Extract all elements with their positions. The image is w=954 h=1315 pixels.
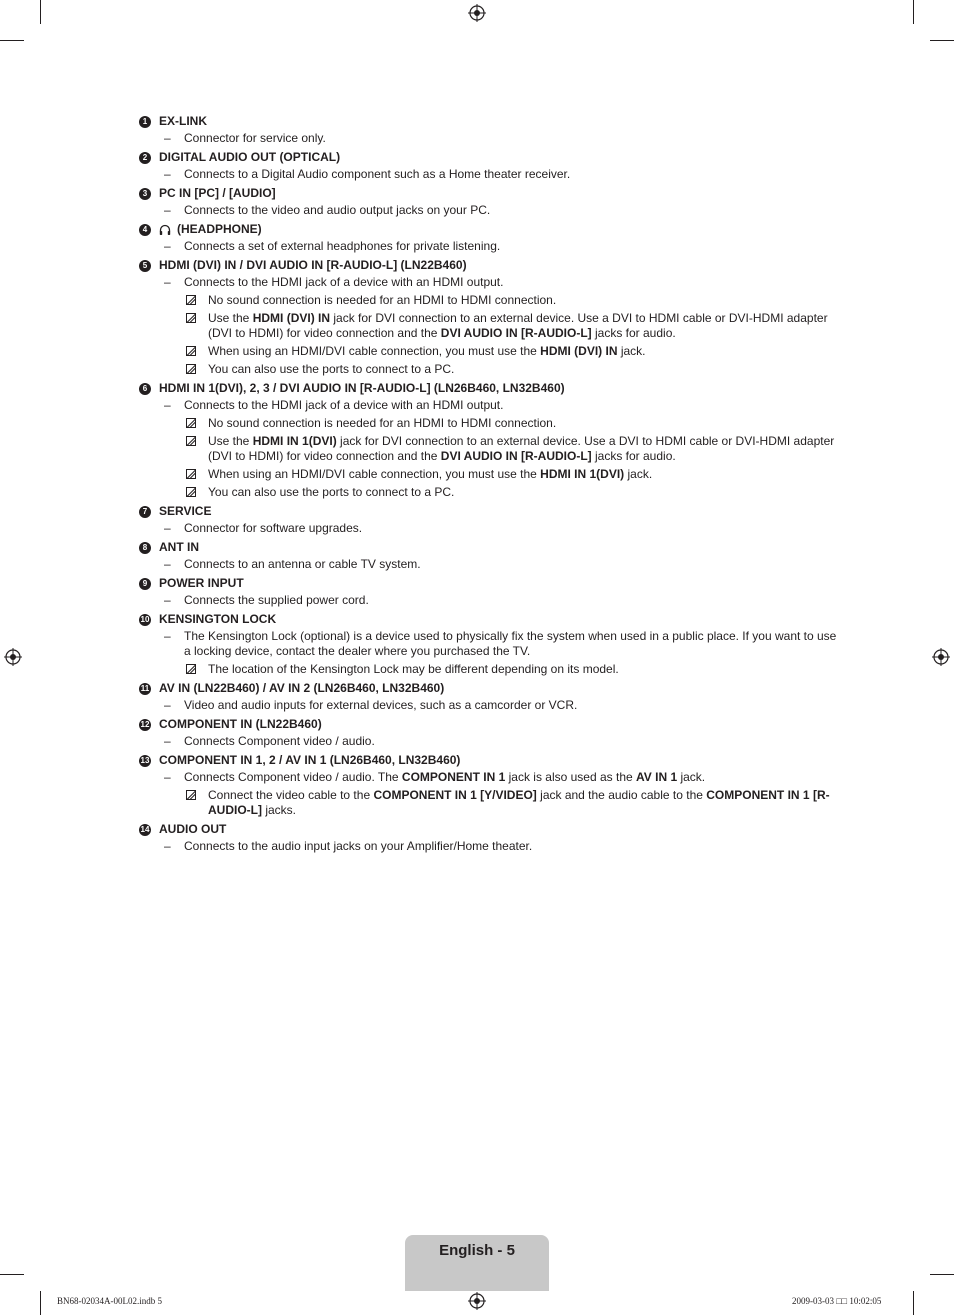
bold-text: HDMI (DVI) IN [540,344,618,358]
item-number-badge: 1 [139,116,151,128]
dash-bullet: – [164,131,171,145]
connector-title: PC IN [PC] / [AUDIO] [159,186,276,200]
connector-item [139,717,839,749]
text-run: Connects Component video / audio. The [184,770,402,784]
connector-title: AUDIO OUT [159,822,227,836]
file-slug: BN68-02034A-00L02.indb 5 [57,1296,162,1306]
note [139,416,839,431]
connector-heading [139,681,839,696]
connector-heading [139,222,839,237]
text-run: Connects to the HDMI jack of a device with an HDMI output. [184,398,504,412]
bold-text: COMPONENT IN 1 [R-AUDIO-L] [208,788,830,817]
text-run: jack is also used as the [505,770,636,784]
note-icon [186,346,196,356]
text-run: Connects the supplied power cord. [184,593,369,607]
registration-mark-icon [932,648,950,666]
dash-bullet: – [164,770,171,784]
print-timestamp: 2009-03-03 □□ 10:02:05 [792,1296,882,1306]
text-run: jacks. [262,803,297,817]
connector-description [139,839,839,854]
bold-text: AV IN 1 [636,770,678,784]
dash-bullet: – [164,521,171,535]
connector-item [139,612,839,677]
connector-heading [139,381,839,396]
note [139,434,839,464]
bold-text: DVI AUDIO IN [R-AUDIO-L] [440,449,592,463]
connector-description [139,239,839,254]
connector-item [139,540,839,572]
text-run: Connects to the audio input jacks on your Amplifier/Home theater. [184,839,533,853]
connector-heading [139,504,839,519]
connector-item [139,114,839,146]
bold-text: HDMI (DVI) IN [252,311,331,325]
crop-mark [930,40,954,41]
connector-heading [139,612,839,627]
note [139,311,839,341]
note-icon [186,436,196,446]
dash-bullet: – [164,698,171,712]
note-icon [186,418,196,428]
item-number-badge: 10 [140,615,150,624]
connector-heading [139,114,839,129]
note-icon [186,790,196,800]
crop-mark [0,1274,24,1275]
item-number-badge: 8 [139,542,151,554]
text-run: Connector for service only. [184,131,326,145]
text-run: Use the [208,311,253,325]
item-number-badge: 14 [140,825,150,834]
text-run: jack. [624,467,653,481]
note [139,344,839,359]
page-number-tab [405,1235,549,1291]
item-number-badge: 9 [139,578,151,590]
note-icon [186,487,196,497]
note [139,485,839,500]
crop-mark [930,1274,954,1275]
connector-item [139,681,839,713]
connector-title: POWER INPUT [159,576,244,590]
connector-heading [139,822,839,837]
connector-title: ANT IN [159,540,199,554]
dash-bullet: – [164,275,171,289]
text-run: The location of the Kensington Lock may be different depending on its model. [208,662,619,676]
text-run: Connects to the video and audio output jacks on your PC. [184,203,491,217]
text-run: Connect the video cable to the [208,788,374,802]
note-icon [186,313,196,323]
text-run: jacks for audio. [591,326,676,340]
text-run: Use the [208,434,253,448]
connector-title: COMPONENT IN 1, 2 / AV IN 1 (LN26B460, LN32B460) [159,753,461,767]
crop-mark [40,1291,41,1315]
dash-bullet: – [164,629,171,643]
connector-title: AV IN (LN22B460) / AV IN 2 (LN26B460, LN32B460) [159,681,445,695]
crop-mark [0,40,24,41]
connector-item [139,504,839,536]
dash-bullet: – [164,239,171,253]
dash-bullet: – [164,398,171,412]
connector-description [139,131,839,146]
connector-heading [139,576,839,591]
text-run: The Kensington Lock (optional) is a device used to physically fix the system when used in a public place. If you want to use a locking device, contact the dealer where you purchased the TV. [184,629,837,658]
connector-heading [139,258,839,273]
connector-item [139,258,839,377]
connector-description [139,629,839,659]
text-run: Connects to the HDMI jack of a device with an HDMI output. [184,275,504,289]
crop-mark [913,0,914,24]
text-run: You can also use the ports to connect to a PC. [208,485,455,499]
item-number-badge: 13 [140,756,150,765]
text-run: You can also use the ports to connect to a PC. [208,362,455,376]
bold-text: HDMI IN 1(DVI) [252,434,337,448]
text-run: No sound connection is needed for an HDMI to HDMI connection. [208,293,557,307]
note [139,467,839,482]
item-number-badge: 4 [139,224,151,236]
connector-title: COMPONENT IN (LN22B460) [159,717,322,731]
dash-bullet: – [164,167,171,181]
dash-bullet: – [164,839,171,853]
text-run: When using an HDMI/DVI cable connection, you must use the [208,344,541,358]
bold-text: COMPONENT IN 1 [401,770,506,784]
text-run: jack. [617,344,646,358]
connector-description [139,398,839,413]
text-run: Connects Component video / audio. [184,734,375,748]
connector-item [139,381,839,500]
connector-title: HDMI IN 1(DVI), 2, 3 / DVI AUDIO IN [R-AUDIO-L] (LN26B460, LN32B460) [159,381,565,395]
dash-bullet: – [164,734,171,748]
connector-item [139,822,839,854]
text-run: When using an HDMI/DVI cable connection, you must use the [208,467,541,481]
bold-text: COMPONENT IN 1 [Y/VIDEO] [373,788,537,802]
headphone-icon [159,224,171,236]
registration-mark-icon [468,4,486,22]
connector-title: EX-LINK [159,114,207,128]
connector-description [139,770,839,785]
item-number-badge: 3 [139,188,151,200]
connector-item [139,186,839,218]
text-run: Connects a set of external headphones for private listening. [184,239,501,253]
text-run: jack. [677,770,706,784]
dash-bullet: – [164,593,171,607]
item-number-badge: 2 [139,152,151,164]
registration-mark-icon [4,648,22,666]
text-run: jack and the audio cable to the [536,788,707,802]
connector-item [139,576,839,608]
connector-heading [139,717,839,732]
bold-text: DVI AUDIO IN [R-AUDIO-L] [440,326,592,340]
dash-bullet: – [164,203,171,217]
dash-bullet: – [164,557,171,571]
item-number-badge: 6 [139,383,151,395]
page-label: English - 5 [439,1242,515,1259]
connector-heading [139,186,839,201]
connector-list [139,110,839,857]
bold-text: HDMI IN 1(DVI) [540,467,625,481]
connector-title: HDMI (DVI) IN / DVI AUDIO IN [R-AUDIO-L] (LN22B460) [159,258,467,272]
connector-description [139,557,839,572]
note-icon [186,364,196,374]
text-run: jack for DVI connection to an external device. Use a DVI to HDMI cable or DVI-HDMI adapter (DVI to HDMI) for video connection and the [208,311,828,340]
note [139,293,839,308]
item-number-badge: 11 [140,684,150,693]
item-number-badge: 7 [139,506,151,518]
connector-description [139,593,839,608]
connector-title: KENSINGTON LOCK [159,612,277,626]
connector-item [139,150,839,182]
note [139,788,839,818]
registration-mark-icon [468,1292,486,1310]
text-run: Connects to an antenna or cable TV system. [184,557,421,571]
connector-description [139,734,839,749]
text-run: Video and audio inputs for external devices, such as a camcorder or VCR. [184,698,578,712]
note-icon [186,664,196,674]
connector-description [139,167,839,182]
text-run: No sound connection is needed for an HDMI to HDMI connection. [208,416,557,430]
item-number-badge: 5 [139,260,151,272]
note-icon [186,295,196,305]
connector-heading [139,150,839,165]
connector-title: SERVICE [159,504,212,518]
connector-description [139,698,839,713]
text-run: Connector for software upgrades. [184,521,363,535]
connector-item [139,222,839,254]
text-run: Connects to a Digital Audio component such as a Home theater receiver. [184,167,571,181]
note [139,362,839,377]
connector-title: (HEADPHONE) [177,222,262,236]
text-run: jack for DVI connection to an external device. Use a DVI to HDMI cable or DVI-HDMI adapter (DVI to HDMI) for video connection and the [208,434,835,463]
connector-description [139,203,839,218]
note-icon [186,469,196,479]
connector-heading [139,540,839,555]
connector-heading [139,753,839,768]
connector-description [139,275,839,290]
connector-item [139,753,839,818]
connector-description [139,521,839,536]
item-number-badge: 12 [140,720,150,729]
crop-mark [913,1291,914,1315]
crop-mark [40,0,41,24]
text-run: jacks for audio. [591,449,676,463]
connector-title: DIGITAL AUDIO OUT (OPTICAL) [159,150,341,164]
note [139,662,839,677]
